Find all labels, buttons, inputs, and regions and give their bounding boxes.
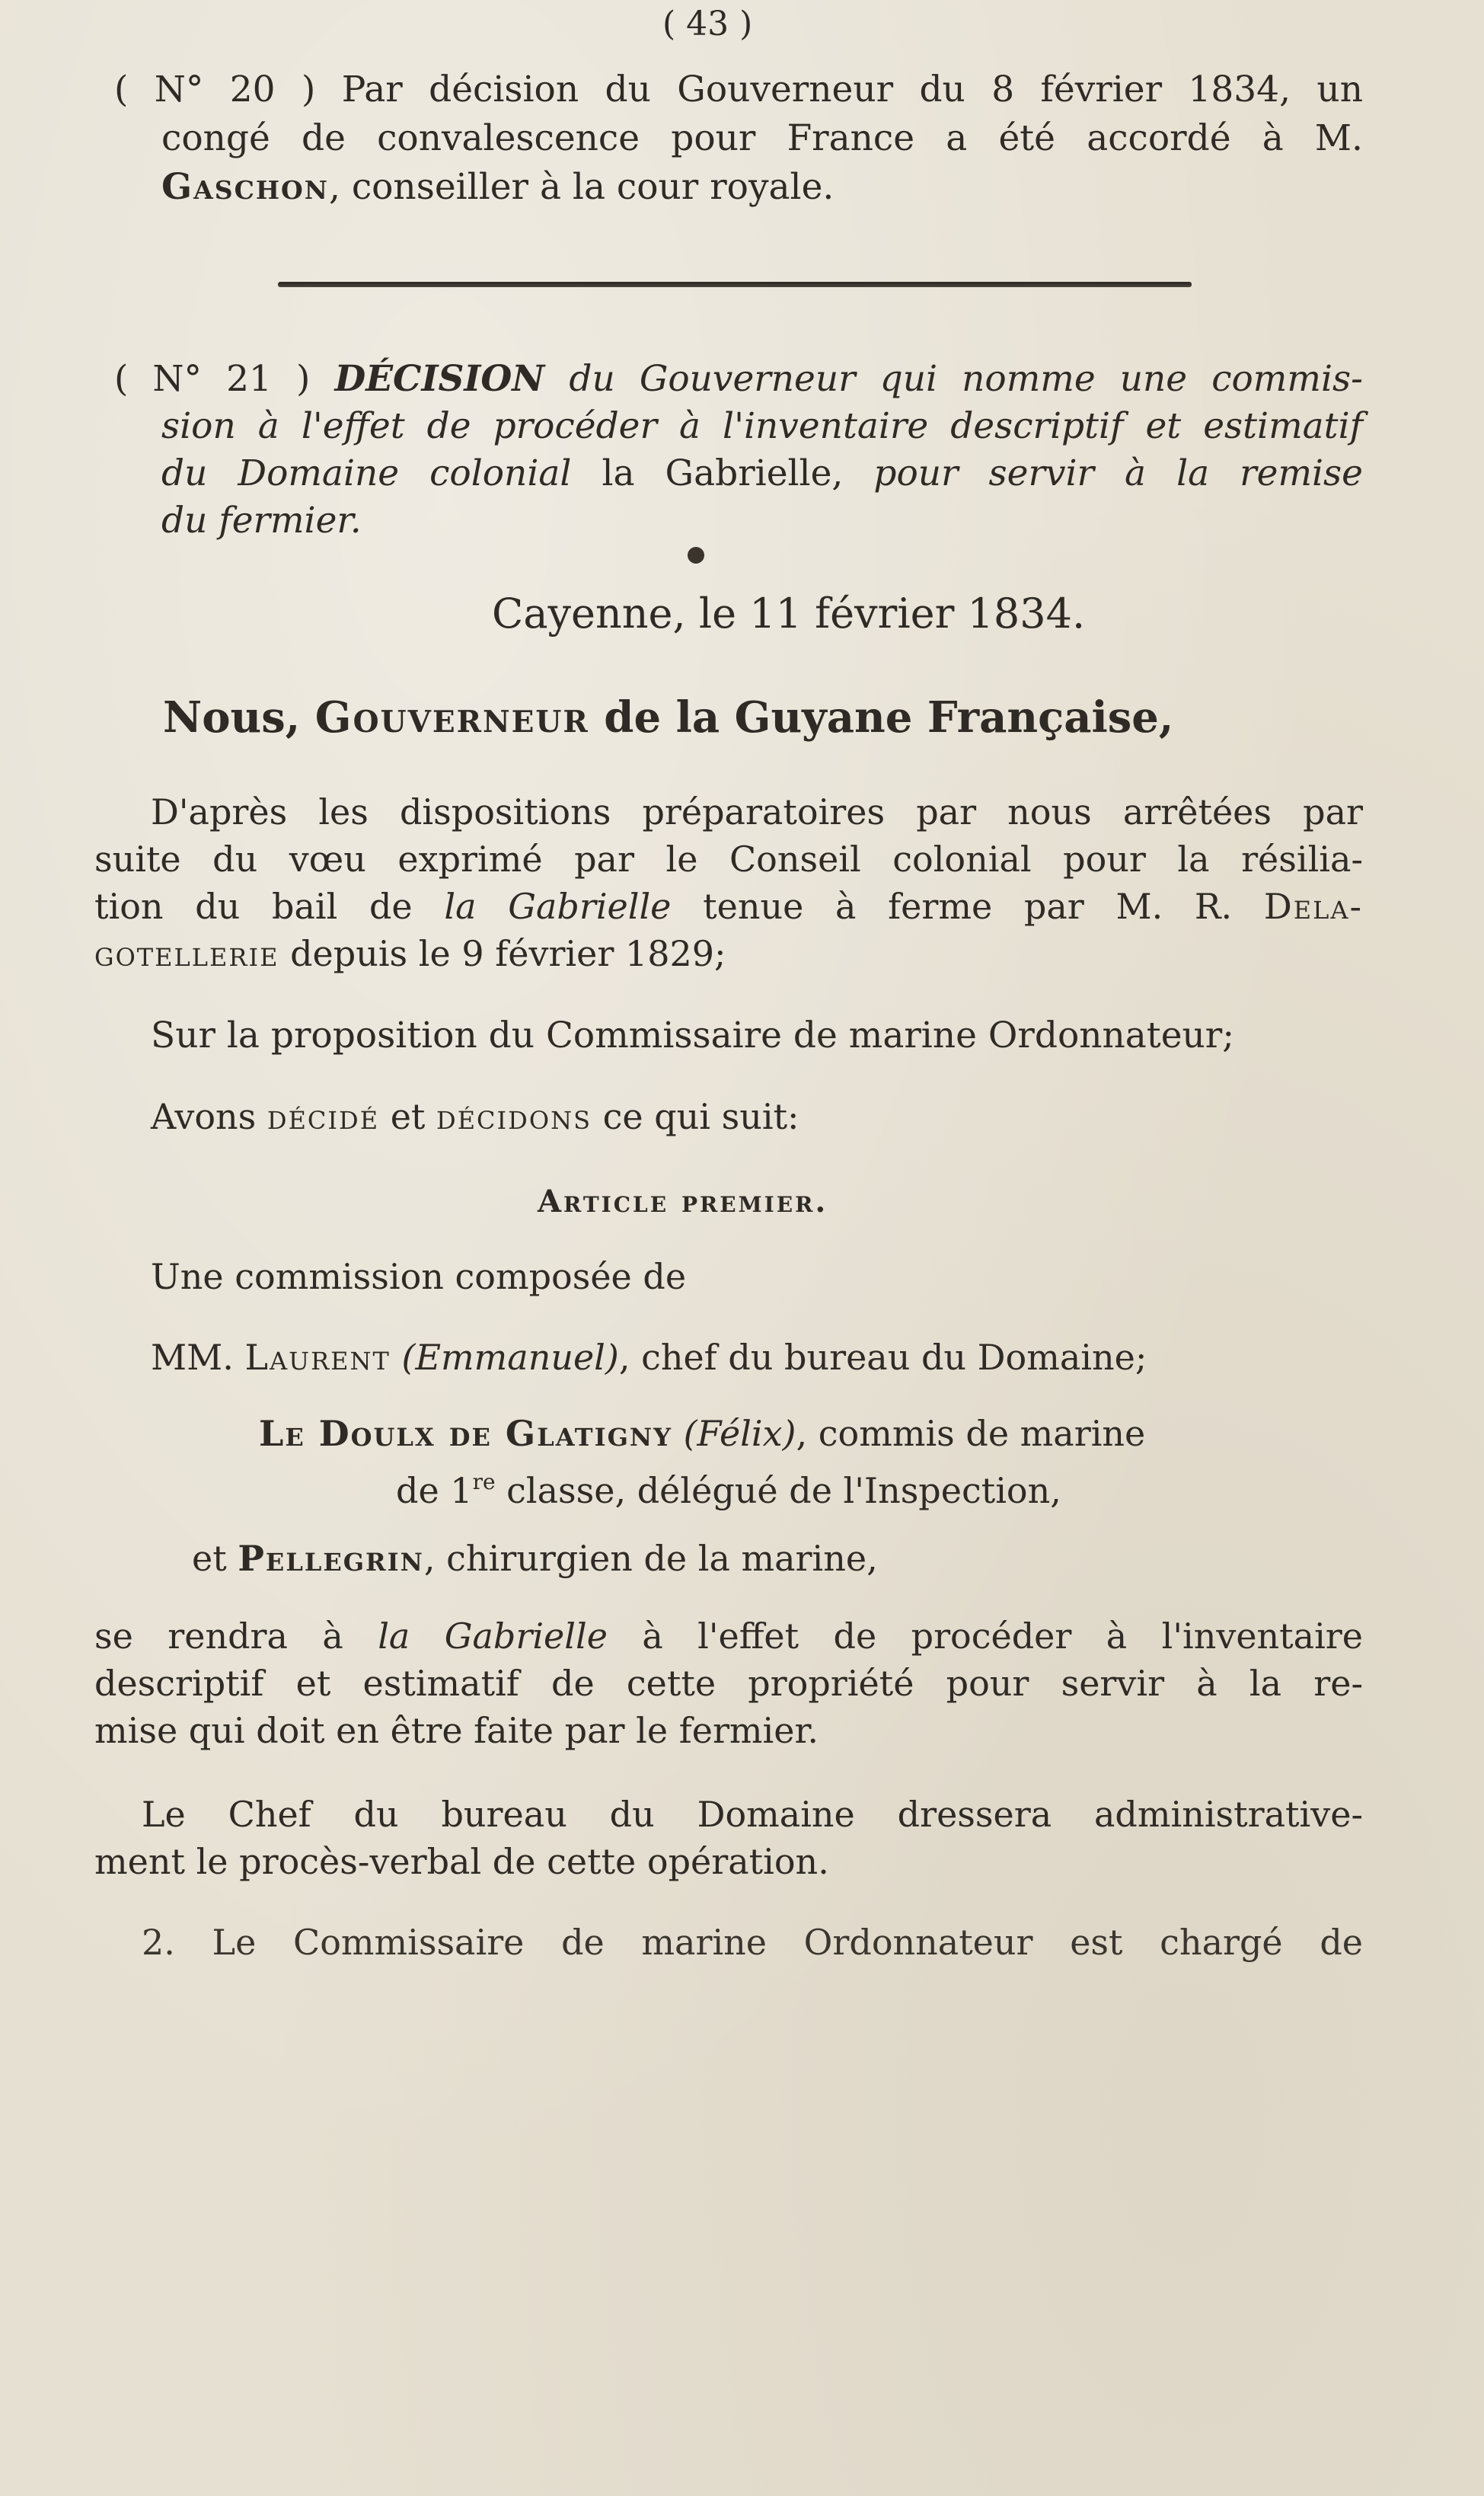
decision-20-line-1 <box>114 67 1363 113</box>
member-1-given: (Emmanuel) <box>401 1337 619 1378</box>
avons-end: ce qui suit: <box>602 1096 799 1137</box>
decision-20-text: Par décision du Gouverneur du 8 février 1834, un <box>341 69 1363 110</box>
member-2 <box>259 1411 1145 1456</box>
considerant-line-4 <box>94 931 726 976</box>
considerant-line-3 <box>94 884 1363 929</box>
mission-line-2: descriptif et estimatif de cette propriété pour servir à la re- <box>94 1663 1363 1704</box>
decision-20-role: , conseiller à la cour royale. <box>328 166 835 208</box>
proposition: Sur la proposition du Commissaire de marine Ordonnateur; <box>151 1015 1235 1056</box>
mission-gabrielle: la Gabrielle <box>378 1616 608 1657</box>
considerant-date: depuis le 9 février 1829; <box>290 933 726 974</box>
decision-21-title-word: DÉCISION <box>334 358 545 400</box>
preamble-rest: de la Guyane Française, <box>604 692 1174 743</box>
decision-21-title-rest: du Gouverneur qui nomme une commis- <box>569 358 1363 400</box>
considerant-gabrielle: la Gabrielle <box>444 886 672 927</box>
decision-20-name: Gaschon <box>161 166 329 208</box>
chef-line-1: Le Chef du bureau du Domaine dressera administrative- <box>142 1794 1363 1835</box>
considerant-line-2: suite du vœu exprimé par le Conseil colonial pour la résilia- <box>94 839 1363 880</box>
avons-decide-word: décidé <box>266 1096 380 1137</box>
member-1-role: , chef du bureau du Domaine; <box>618 1337 1147 1378</box>
member-3-role: , chirurgien de la marine, <box>423 1538 878 1579</box>
decision-21-domaine: du Domaine colonial <box>161 452 572 494</box>
avons-decide <box>151 1094 799 1139</box>
ornament-dot <box>688 547 704 564</box>
dateline: Cayenne, le 11 février 1834. <box>492 590 1086 638</box>
chef-line-2: ment le procès-verbal de cette opération. <box>94 1841 829 1882</box>
decision-21-line-4: du fermier. <box>161 500 362 542</box>
decision-21-line-1 <box>114 356 1363 402</box>
section-divider <box>278 282 1192 287</box>
member-2-delegate: classe, délégué de l'Inspection, <box>506 1470 1061 1511</box>
member-2-class-sup: re <box>472 1469 496 1494</box>
mission-start: se rendra à <box>94 1616 343 1657</box>
article-2: 2. Le Commissaire de marine Ordonnateur est chargé de <box>142 1922 1363 1963</box>
commission-intro: Une commission composée de <box>151 1256 687 1297</box>
decision-21-number: ( N° 21 ) <box>114 358 311 400</box>
decision-21-line-3 <box>161 451 1363 497</box>
considerant-name-start: Dela- <box>1263 886 1364 927</box>
mission-rest: à l'effet de procéder à l'inventaire <box>642 1616 1364 1657</box>
considerant-name-end: gotellerie <box>94 933 279 974</box>
member-2-role: , commis de marine <box>796 1413 1146 1454</box>
decision-21-purpose: pour servir à la remise <box>873 452 1363 494</box>
considerant-bail: tion du bail de <box>94 886 413 927</box>
article-heading: Article premier. <box>538 1184 828 1219</box>
decision-20-line-2: congé de convalescence pour France a été accordé à M. <box>161 117 1363 159</box>
member-3 <box>192 1536 878 1581</box>
member-2-class: de 1 <box>396 1470 473 1511</box>
decision-20-line-3 <box>161 165 834 210</box>
page-number: ( 43 ) <box>662 5 753 43</box>
member-2-given: (Félix) <box>683 1413 796 1454</box>
considerant-ferme: tenue à ferme par M. R. <box>703 886 1233 927</box>
mission-line-3: mise qui doit en être faite par le fermier. <box>94 1710 819 1751</box>
member-3-name: Pellegrin <box>238 1538 424 1579</box>
member-3-et: et <box>192 1538 227 1579</box>
member-1-name: Laurent <box>244 1337 391 1378</box>
mission-line-1 <box>94 1613 1363 1659</box>
preamble-nous: Nous, <box>163 692 301 743</box>
considerant-line-1: D'après les dispositions préparatoires par nous arrêtées par <box>151 791 1363 833</box>
preamble <box>163 692 1174 743</box>
avons-start: Avons <box>151 1096 257 1137</box>
member-1 <box>151 1334 1147 1380</box>
member-2-line-2 <box>396 1459 1061 1513</box>
decision-21-line-2: sion à l'effet de procéder à l'inventaire descriptif et estimatif <box>161 405 1363 447</box>
avons-decidons-word: décidons <box>436 1096 592 1137</box>
decision-20-number: ( N° 20 ) <box>114 69 316 110</box>
member-2-name: Le Doulx de Glatigny <box>259 1413 672 1454</box>
preamble-gouverneur: Gouverneur <box>314 692 589 743</box>
avons-et: et <box>390 1096 426 1137</box>
decision-21-gabrielle: la Gabrielle, <box>602 452 844 494</box>
members-mm: MM. <box>151 1337 234 1378</box>
